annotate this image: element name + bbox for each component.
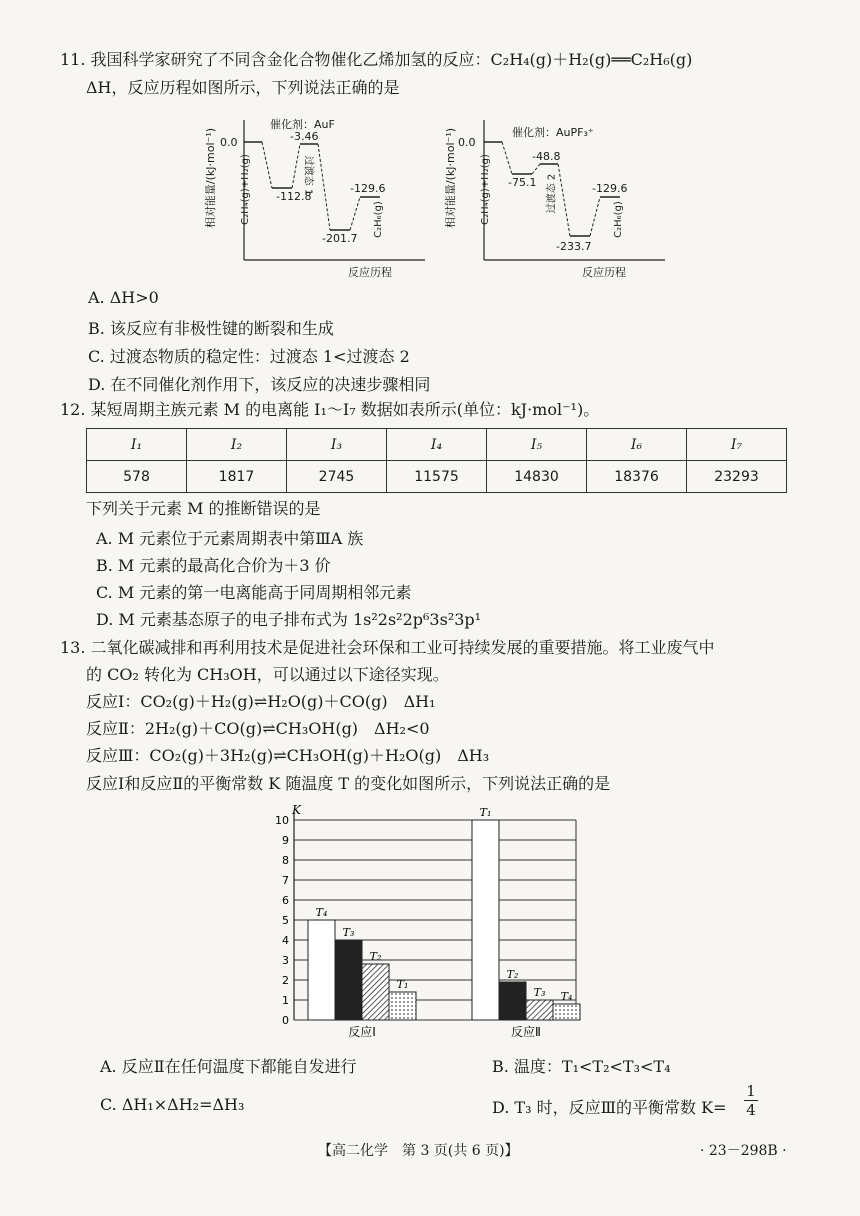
- d2-ylabel: 相对能量/(kJ·mol⁻¹): [444, 127, 458, 229]
- d1-v3: -201.7: [322, 232, 358, 245]
- q13-option-b: B. 温度：T₁<T₂<T₃<T₄: [492, 1057, 671, 1076]
- table-cell: 14830: [487, 461, 587, 493]
- fraction-denominator: 4: [744, 1100, 758, 1119]
- d1-product: C₂H₆(g): [372, 201, 384, 238]
- y-tick-label: 5: [282, 914, 289, 927]
- d2-reactant: C₂H₄(g)+H₂(g): [479, 154, 491, 225]
- d2-v4: -129.6: [592, 182, 628, 195]
- q13-ask: 反应Ⅰ和反应Ⅱ的平衡常数 K 随温度 T 的变化如图所示，下列说法正确的是: [86, 774, 611, 793]
- d1-v4: -129.6: [350, 182, 386, 195]
- table-header-row: [87, 429, 787, 461]
- reaction-3: 反应Ⅲ：CO₂(g)＋3H₂(g)⇌CH₃OH(g)＋H₂O(g) ΔH₃: [86, 746, 490, 765]
- table-cell: 18376: [587, 461, 687, 493]
- d1-ts: 过渡态 1: [302, 155, 314, 196]
- table-header-cell: I₃: [287, 429, 387, 461]
- table-header-cell: I₁: [87, 429, 187, 461]
- d2-product: C₂H₆(g): [612, 201, 624, 238]
- q13-stem-line2: 的 CO₂ 转化为 CH₃OH，可以通过以下途径实现。: [86, 665, 449, 684]
- table-header-cell: I₆: [587, 429, 687, 461]
- group-label: 反应Ⅱ: [511, 1025, 541, 1039]
- fraction-numerator: 1: [746, 1082, 756, 1100]
- bar-label: T₂: [506, 968, 519, 981]
- bar-label: T₃: [533, 986, 546, 999]
- bar: [472, 820, 499, 1020]
- y-tick-label: 1: [282, 994, 289, 1007]
- d2-v2: -48.8: [532, 150, 561, 163]
- d1-v2: -3.46: [290, 130, 319, 143]
- table-cell: 1817: [187, 461, 287, 493]
- d1-reactant: C₂H₄(g)+H₂(g): [239, 154, 251, 225]
- table-header-cell: I₅: [487, 429, 587, 461]
- y-tick-label: 8: [282, 854, 289, 867]
- y-tick-label: 0: [282, 1014, 289, 1027]
- q12-option-b: B. M 元素的最高化合价为＋3 价: [96, 556, 331, 575]
- q12-stem: 12. 某短周期主族元素 M 的电离能 I₁～I₇ 数据如表所示(单位：kJ·mol⁻¹)。: [60, 400, 600, 419]
- table-row: [87, 461, 787, 493]
- exam-code: · 23－298B ·: [700, 1143, 787, 1159]
- y-tick-label: 10: [275, 814, 289, 827]
- q11-option-b: B. 该反应有非极性键的断裂和生成: [88, 319, 334, 338]
- table-header-cell: I₄: [387, 429, 487, 461]
- bar-label: T₂: [369, 950, 382, 963]
- d1-catalyst: 催化剂：AuF: [270, 118, 335, 131]
- bar-label: T₁: [479, 806, 492, 819]
- bar: [335, 940, 362, 1020]
- y-tick-label: 2: [282, 974, 289, 987]
- q13-stem-line1: 13. 二氧化碳减排和再利用技术是促进社会环保和工业可持续发展的重要措施。将工业废气中: [60, 638, 715, 657]
- page-footer: 【高二化学 第 3 页(共 6 页)】: [318, 1143, 519, 1159]
- y-tick-label: 4: [282, 934, 289, 947]
- bar-label: T₄: [560, 990, 573, 1003]
- k-temperature-bar-chart: [270, 800, 590, 1050]
- table-cell: 578: [87, 461, 187, 493]
- reaction-1: 反应Ⅰ：CO₂(g)＋H₂(g)⇌H₂O(g)＋CO(g) ΔH₁: [86, 692, 436, 711]
- q12-ask: 下列关于元素 M 的推断错误的是: [86, 499, 321, 518]
- d2-v1: -75.1: [508, 176, 537, 189]
- bar: [553, 1004, 580, 1020]
- bar: [308, 920, 335, 1020]
- table-header-cell: I₇: [687, 429, 787, 461]
- bar-label: T₁: [396, 978, 409, 991]
- d2-v0: 0.0: [458, 136, 476, 149]
- q11-stem-line2: ΔH，反应历程如图所示，下列说法正确的是: [86, 78, 400, 97]
- bar: [499, 982, 526, 1020]
- bar-label: T₃: [342, 926, 355, 939]
- q13-option-c: C. ΔH₁×ΔH₂=ΔH₃: [100, 1095, 245, 1114]
- q13-option-a: A. 反应Ⅱ在任何温度下都能自发进行: [100, 1057, 357, 1076]
- q11-option-a: A. ΔH>0: [88, 288, 159, 307]
- bar: [389, 992, 416, 1020]
- y-tick-label: 3: [282, 954, 289, 967]
- bar: [526, 1000, 553, 1020]
- d2-ts: 过渡态 2: [546, 173, 558, 214]
- table-cell: 11575: [387, 461, 487, 493]
- table-cell: 2745: [287, 461, 387, 493]
- fraction: [744, 1082, 758, 1119]
- y-tick-label: 9: [282, 834, 289, 847]
- d1-xlabel: 反应历程: [348, 266, 392, 279]
- y-tick-label: 6: [282, 894, 289, 907]
- ionization-energy-table: [86, 428, 787, 493]
- y-axis-label: K: [292, 803, 301, 817]
- y-tick-label: 7: [282, 874, 289, 887]
- d1-ylabel: 相对能量/(kJ·mol⁻¹): [204, 127, 218, 229]
- table-header-cell: I₂: [187, 429, 287, 461]
- d1-v0: 0.0: [220, 136, 238, 149]
- bar-label: T₄: [315, 906, 328, 919]
- group-label: 反应Ⅰ: [348, 1025, 376, 1039]
- table-cell: 23293: [687, 461, 787, 493]
- q12-option-c: C. M 元素的第一电离能高于同周期相邻元素: [96, 583, 412, 602]
- reaction-2: 反应Ⅱ：2H₂(g)＋CO(g)⇌CH₃OH(g) ΔH₂<0: [86, 719, 430, 738]
- d2-catalyst: 催化剂：AuPF₃⁺: [512, 126, 594, 139]
- q12-option-d: D. M 元素基态原子的电子排布式为 1s²2s²2p⁶3s²3p¹: [96, 610, 482, 629]
- q11-option-c: C. 过渡态物质的稳定性：过渡态 1<过渡态 2: [88, 347, 410, 366]
- q11-option-d: D. 在不同催化剂作用下，该反应的决速步骤相同: [88, 375, 431, 394]
- bar: [362, 964, 389, 1020]
- d1-v1: -112.8: [276, 190, 312, 203]
- q12-option-a: A. M 元素位于元素周期表中第ⅢA 族: [96, 529, 364, 548]
- d2-v3: -233.7: [556, 240, 592, 253]
- q11-stem-line1: 11. 我国科学家研究了不同含金化合物催化乙烯加氢的反应：C₂H₄(g)＋H₂(g)══C₂H₆(g): [60, 50, 693, 69]
- q13-option-d: D. T₃ 时，反应Ⅲ的平衡常数 K=: [492, 1098, 727, 1117]
- d2-xlabel: 反应历程: [582, 266, 626, 279]
